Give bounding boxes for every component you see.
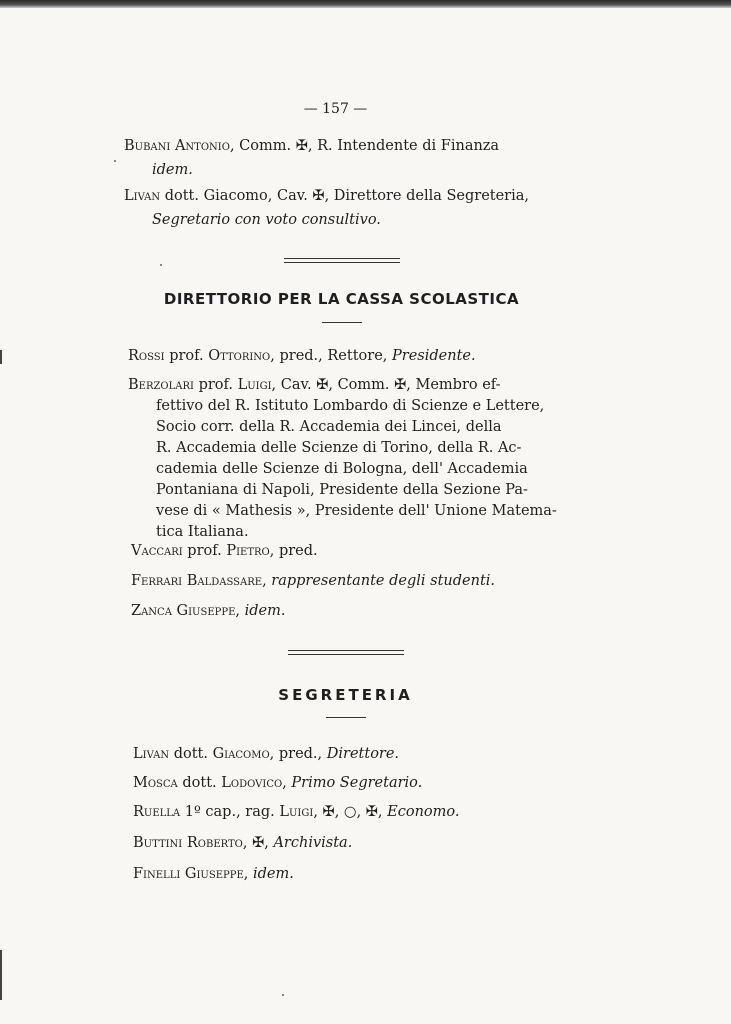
- entry-rossi: [128, 346, 568, 367]
- entry-livan: [124, 186, 564, 231]
- entry-livan-direttore: [133, 744, 573, 765]
- entry-text: pred., Rettore,: [274, 348, 393, 364]
- entry-text: dott. Giacomo, Cav. ✠, Direttore della Segreteria,: [160, 188, 530, 204]
- first-name: Giacomo,: [212, 746, 275, 762]
- entry-role: Presidente.: [392, 348, 476, 364]
- entry-text: pred.,: [274, 746, 327, 762]
- entry-mosca: [133, 773, 573, 794]
- entry-role: idem.: [253, 866, 294, 882]
- entry-text: prof.: [182, 543, 227, 559]
- person-name: Finelli Giuseppe,: [133, 866, 249, 882]
- entry-line: Pontaniana di Napoli, Presidente della Sezione Pa-: [156, 482, 528, 498]
- person-name: Ruella: [133, 804, 181, 820]
- entry-line: fettivo del R. Istituto Lombardo di Scienze e Lettere,: [156, 398, 545, 414]
- person-name: Livan: [133, 746, 170, 762]
- entry-role: Archivista.: [273, 835, 353, 851]
- entry-role: idem.: [240, 603, 286, 619]
- person-name: Mosca: [133, 775, 178, 791]
- entry-text: ✠,: [247, 835, 274, 851]
- entry-finelli: [133, 864, 573, 885]
- person-name: Livan: [124, 188, 161, 204]
- page-number: — 157 —: [303, 101, 368, 117]
- entry-role: idem.: [152, 162, 193, 178]
- entry-role: Segretario con voto consultivo.: [152, 212, 381, 228]
- entry-text: prof.: [164, 348, 209, 364]
- first-name: Pietro,: [226, 543, 275, 559]
- person-name: Vaccari: [131, 543, 183, 559]
- person-name: Rossi: [128, 348, 165, 364]
- entry-line: tica Italiana.: [156, 524, 249, 540]
- section-divider: [284, 258, 400, 263]
- entry-text: Comm. ✠, R. Intendente di Finanza: [234, 138, 500, 154]
- scan-speck: [282, 994, 284, 996]
- entry-role: rappresentante degli studenti.: [266, 573, 496, 589]
- entry-line: Socio corr. della R. Accademia dei Lincei, della: [156, 419, 502, 435]
- entry-buttini: [133, 833, 573, 854]
- person-name: Berzolari: [128, 377, 194, 393]
- person-name: Bubani Antonio,: [124, 138, 235, 154]
- scan-speck: [160, 264, 162, 266]
- section-divider: [288, 650, 404, 655]
- person-name: Buttini Roberto,: [133, 835, 248, 851]
- entry-berzolari: [128, 375, 566, 543]
- entry-ferrari: [131, 571, 571, 592]
- person-name: Zanca Giuseppe,: [131, 603, 241, 619]
- entry-role: Direttore.: [326, 746, 400, 762]
- entry-text: dott.: [169, 746, 213, 762]
- entry-bubani: [124, 136, 564, 181]
- heading-underline: [326, 717, 366, 718]
- entry-text: 1º cap., rag.: [180, 804, 280, 820]
- entry-vaccari: [131, 541, 571, 562]
- section-heading-segreteria: SEGRETERIA: [278, 686, 413, 704]
- entry-line: cademia delle Scienze di Bologna, dell' Accademia: [156, 461, 528, 477]
- entry-text: dott.: [177, 775, 222, 791]
- scan-speck: [114, 160, 116, 162]
- heading-underline: [322, 322, 362, 323]
- entry-line: vese di « Mathesis », Presidente dell' Unione Matema-: [156, 503, 557, 519]
- entry-text: Cav. ✠, Comm. ✠, Membro ef-: [276, 377, 501, 393]
- entry-role: Primo Segretario.: [291, 775, 423, 791]
- entry-zanca: [131, 601, 571, 622]
- person-name: Ferrari Baldassare,: [131, 573, 267, 589]
- first-name: Luigi,: [279, 804, 318, 820]
- first-name: Lodovico,: [221, 775, 287, 791]
- entry-text: prof.: [193, 377, 238, 393]
- first-name: Luigi,: [237, 377, 277, 393]
- entry-text: pred.: [274, 543, 318, 559]
- entry-ruella: [133, 802, 573, 823]
- first-name: Ottorino,: [208, 348, 275, 364]
- section-heading-cassa: DIRETTORIO PER LA CASSA SCOLASTICA: [163, 290, 520, 308]
- entry-role: Economo.: [387, 804, 460, 820]
- entry-text: ✠, ○, ✠,: [317, 804, 388, 820]
- entry-line: R. Accademia delle Scienze di Torino, della R. Ac-: [156, 440, 522, 456]
